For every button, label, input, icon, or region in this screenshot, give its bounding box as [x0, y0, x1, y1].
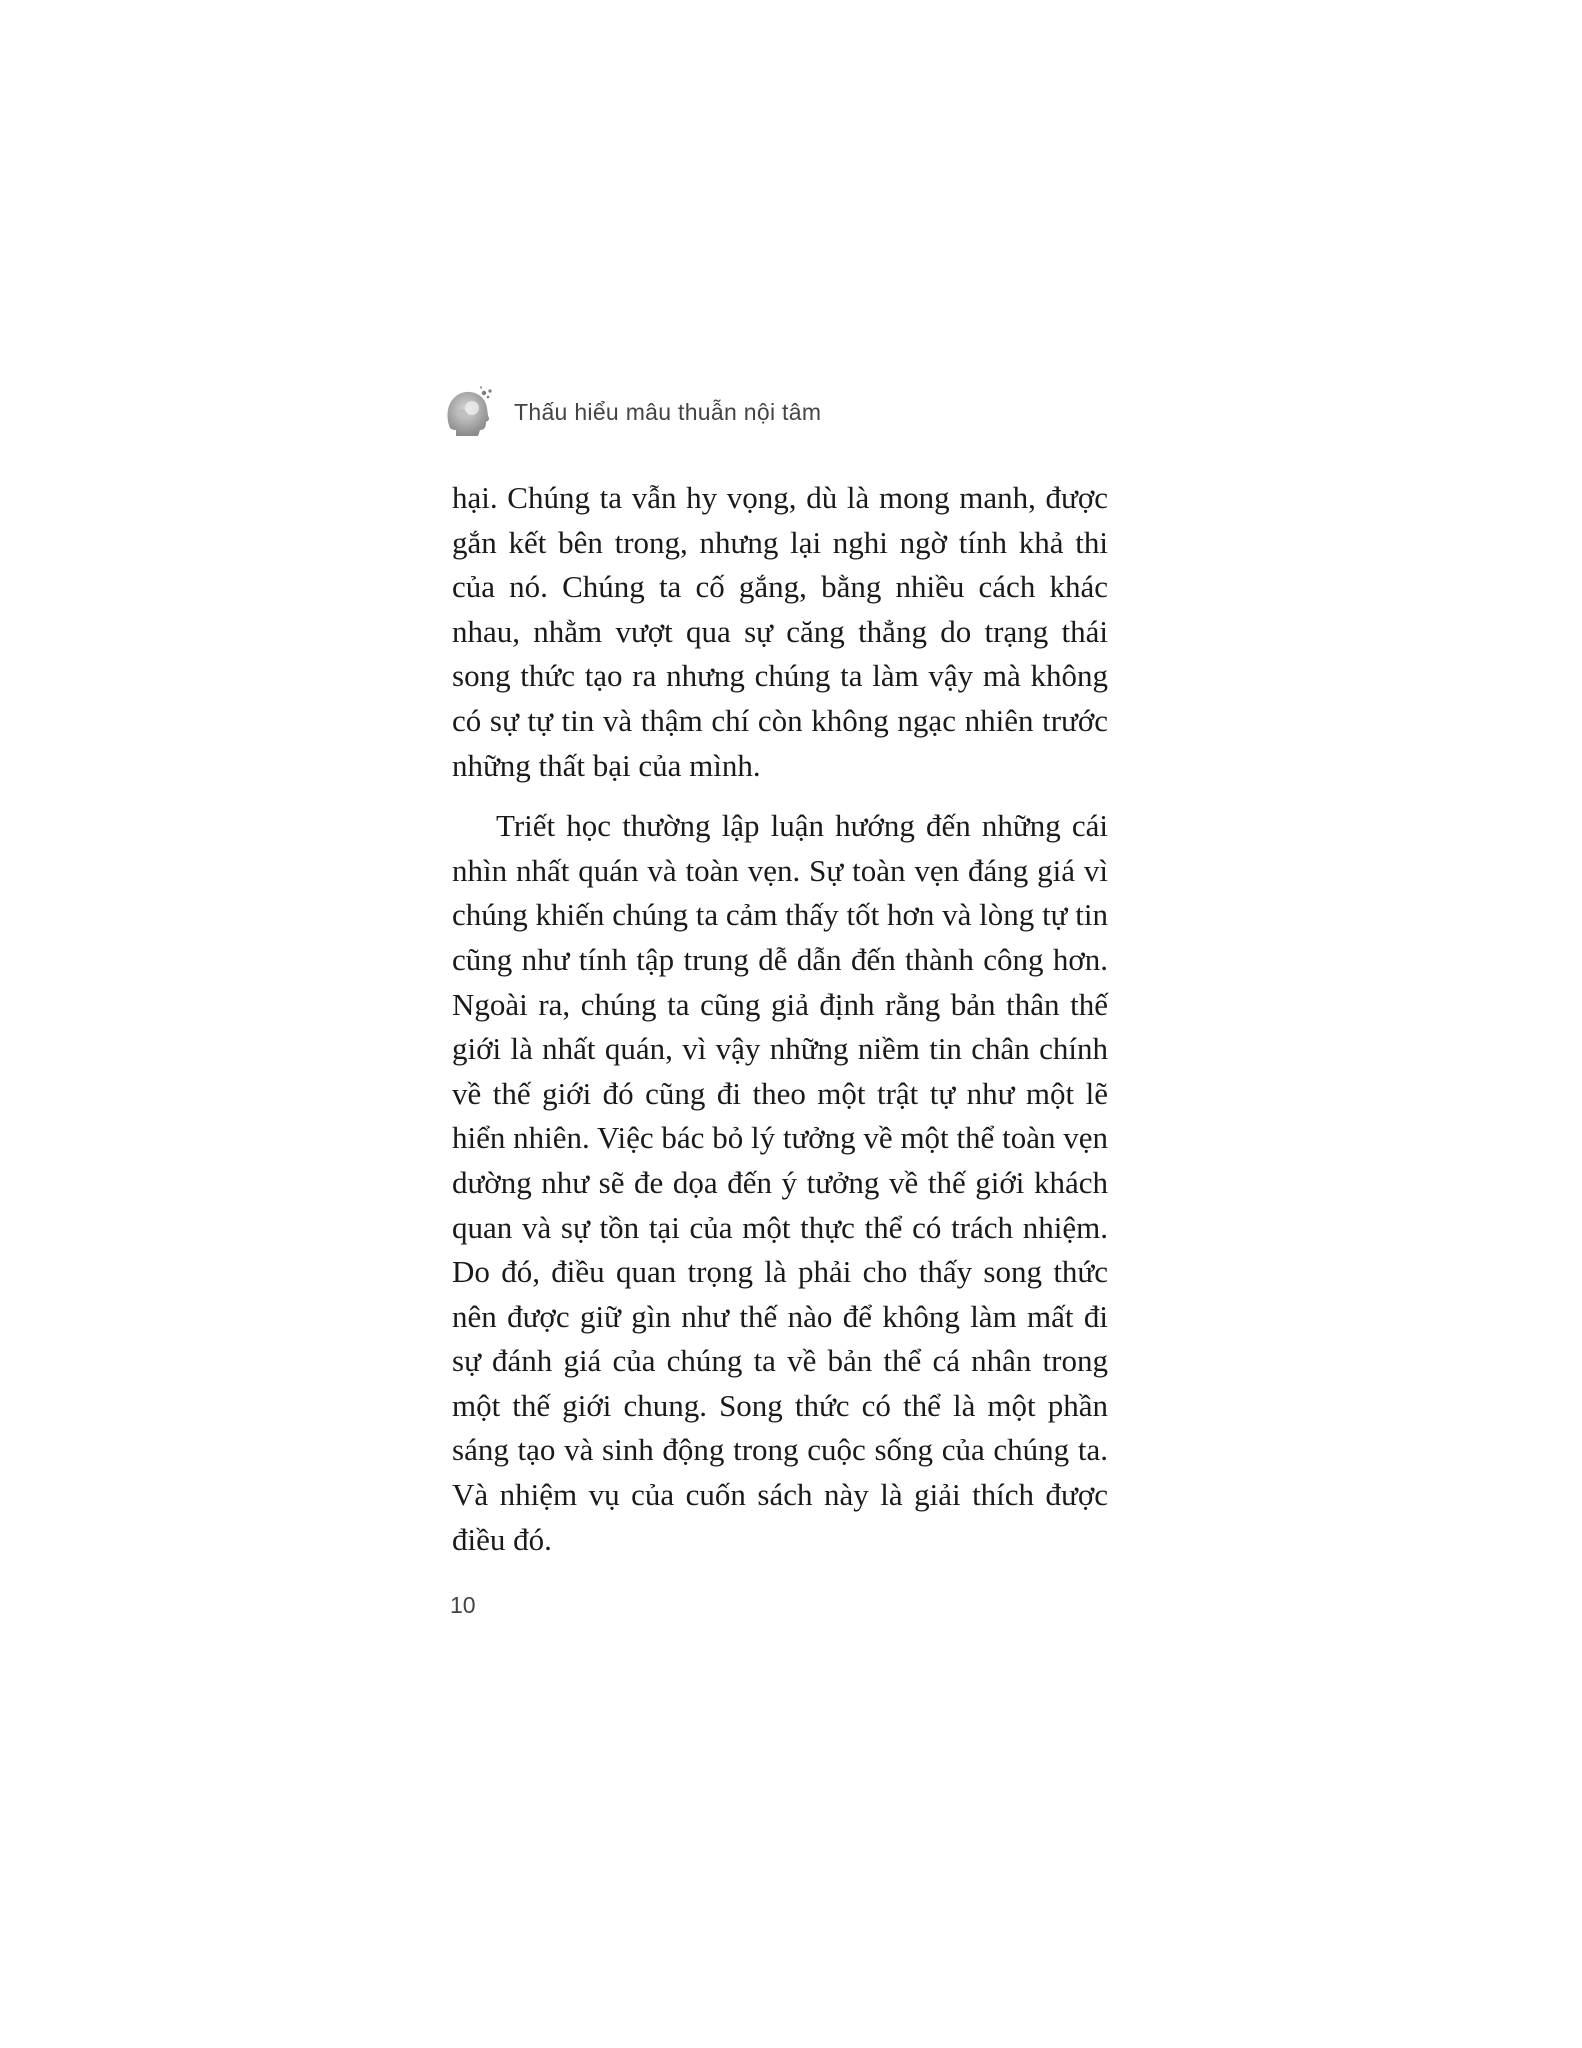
- head-silhouette-icon: [440, 384, 496, 440]
- paragraph-1: hại. Chúng ta vẫn hy vọng, dù là mong manh, được gắn kết bên trong, nhưng lại nghi ngờ tính khả thi của nó. Chúng ta cố gắng, bằng nhiều cách khác nhau, nhằm vượt qua sự căng thẳng do trạng thái song thức tạo ra nhưng chúng ta làm vậy mà không có sự tự tin và thậm chí còn không ngạc nhiên trước những thất bại của mình.: [452, 480, 1108, 783]
- paragraph-2: Triết học thường lập luận hướng đến những cái nhìn nhất quán và toàn vẹn. Sự toàn vẹn đáng giá vì chúng khiến chúng ta cảm thấy tốt hơn và lòng tự tin cũng như tính tập trung dễ dẫn đến thành công hơn. Ngoài ra, chúng ta cũng giả định rằng bản thân thế giới là nhất quán, vì vậy những niềm tin chân chính về thế giới đó cũng đi theo một trật tự như một lẽ hiển nhiên. Việc bác bỏ lý tưởng về một thể toàn vẹn dường như sẽ đe dọa đến ý tưởng về thế giới khách quan và sự tồn tại của một thực thể có trách nhiệm. Do đó, điều quan trọng là phải cho thấy song thức nên được giữ gìn như thế nào để không làm mất đi sự đánh giá của chúng ta về bản thể cá nhân trong một thế giới chung. Song thức có thể là một phần sáng tạo và sinh động trong cuộc sống của chúng ta. Và nhiệm vụ của cuốn sách này là giải thích được điều đó.: [452, 808, 1108, 1557]
- page-number: 10: [450, 1592, 476, 1618]
- running-header-title: Thấu hiểu mâu thuẫn nội tâm: [514, 398, 822, 425]
- body-text: [452, 476, 1108, 1562]
- running-header: [440, 382, 821, 442]
